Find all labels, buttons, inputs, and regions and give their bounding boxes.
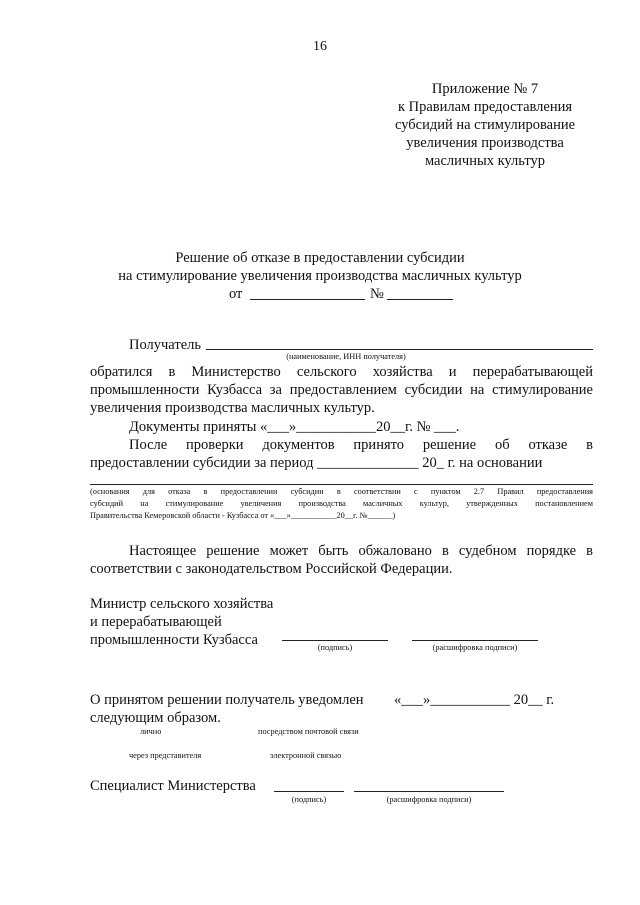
minister-title: и перерабатывающей bbox=[90, 614, 222, 630]
document-subtitle: на стимулирование увеличения производства масличных культур bbox=[118, 268, 522, 284]
number-blank bbox=[387, 299, 453, 300]
specialist-decode-blank bbox=[354, 791, 504, 792]
number-label: № bbox=[370, 286, 384, 302]
method-representative: через представителя bbox=[129, 751, 202, 760]
recipient-caption: (наименование, ИНН получателя) bbox=[286, 352, 406, 361]
grounds-blank bbox=[90, 484, 593, 485]
minister-signature-blank bbox=[282, 640, 388, 641]
date-label: от bbox=[229, 286, 243, 302]
body-line: обратился в Министерство сельского хозяйства и перерабатывающей bbox=[90, 364, 593, 380]
docs-accepted: Документы приняты «___»___________20__г. № ___. bbox=[129, 419, 460, 435]
annex-line: к Правилам предоставления bbox=[397, 99, 573, 115]
grounds-note: Правительства Кемеровской области - Кузбасса от «___»___________20__г. №______) bbox=[90, 511, 396, 520]
annex-line: масличных культур bbox=[424, 153, 545, 169]
grounds-note: субсидий на стимулирование увеличения производства масличных культур, утвержденных постановлением bbox=[90, 499, 593, 508]
minister-decode-blank bbox=[412, 640, 538, 641]
decode-caption: (расшифровка подписи) bbox=[386, 795, 472, 804]
date-blank bbox=[250, 299, 365, 300]
appeal-line: Настоящее решение может быть обжаловано в судебном порядке в bbox=[129, 543, 593, 559]
appeal-line: соответствии с законодательством Российской Федерации. bbox=[90, 561, 453, 577]
document-title: Решение об отказе в предоставлении субсидии bbox=[175, 250, 465, 266]
signature-caption: (подпись) bbox=[317, 643, 353, 652]
specialist-signature-blank bbox=[274, 791, 344, 792]
method-personal: лично bbox=[140, 727, 162, 736]
annex-line: Приложение № 7 bbox=[431, 81, 539, 97]
specialist-label: Специалист Министерства bbox=[90, 778, 256, 794]
notification-text: следующим образом. bbox=[90, 710, 221, 726]
minister-title: Министр сельского хозяйства bbox=[90, 596, 274, 612]
method-electronic: электронной связью bbox=[270, 751, 342, 760]
signature-caption: (подпись) bbox=[291, 795, 327, 804]
annex-line: субсидий на стимулирование bbox=[394, 117, 576, 133]
recipient-blank bbox=[206, 349, 593, 350]
decode-caption: (расшифровка подписи) bbox=[432, 643, 518, 652]
notification-date: «___»___________ 20__ г. bbox=[394, 692, 555, 708]
notification-text: О принятом решении получатель уведомлен bbox=[90, 692, 364, 708]
body-line: увеличения производства масличных культур. bbox=[90, 400, 375, 416]
method-post: посредством почтовой связи bbox=[258, 727, 359, 736]
body-line: После проверки документов принято решение об отказе в bbox=[129, 437, 593, 453]
annex-line: увеличения производства bbox=[406, 135, 564, 151]
body-line: предоставлении субсидии за период ______________ 20_ г. на основании bbox=[90, 455, 543, 471]
body-line: промышленности Кузбасса за предоставлением субсидии на стимулирование bbox=[90, 382, 593, 398]
grounds-note: (основания для отказа в предоставлении субсидии в соответствии с пунктом 2.7 Правил предоставления bbox=[90, 487, 593, 496]
recipient-label: Получатель bbox=[129, 337, 201, 353]
page-number: 16 bbox=[313, 39, 327, 54]
minister-title: промышленности Кузбасса bbox=[90, 632, 258, 648]
